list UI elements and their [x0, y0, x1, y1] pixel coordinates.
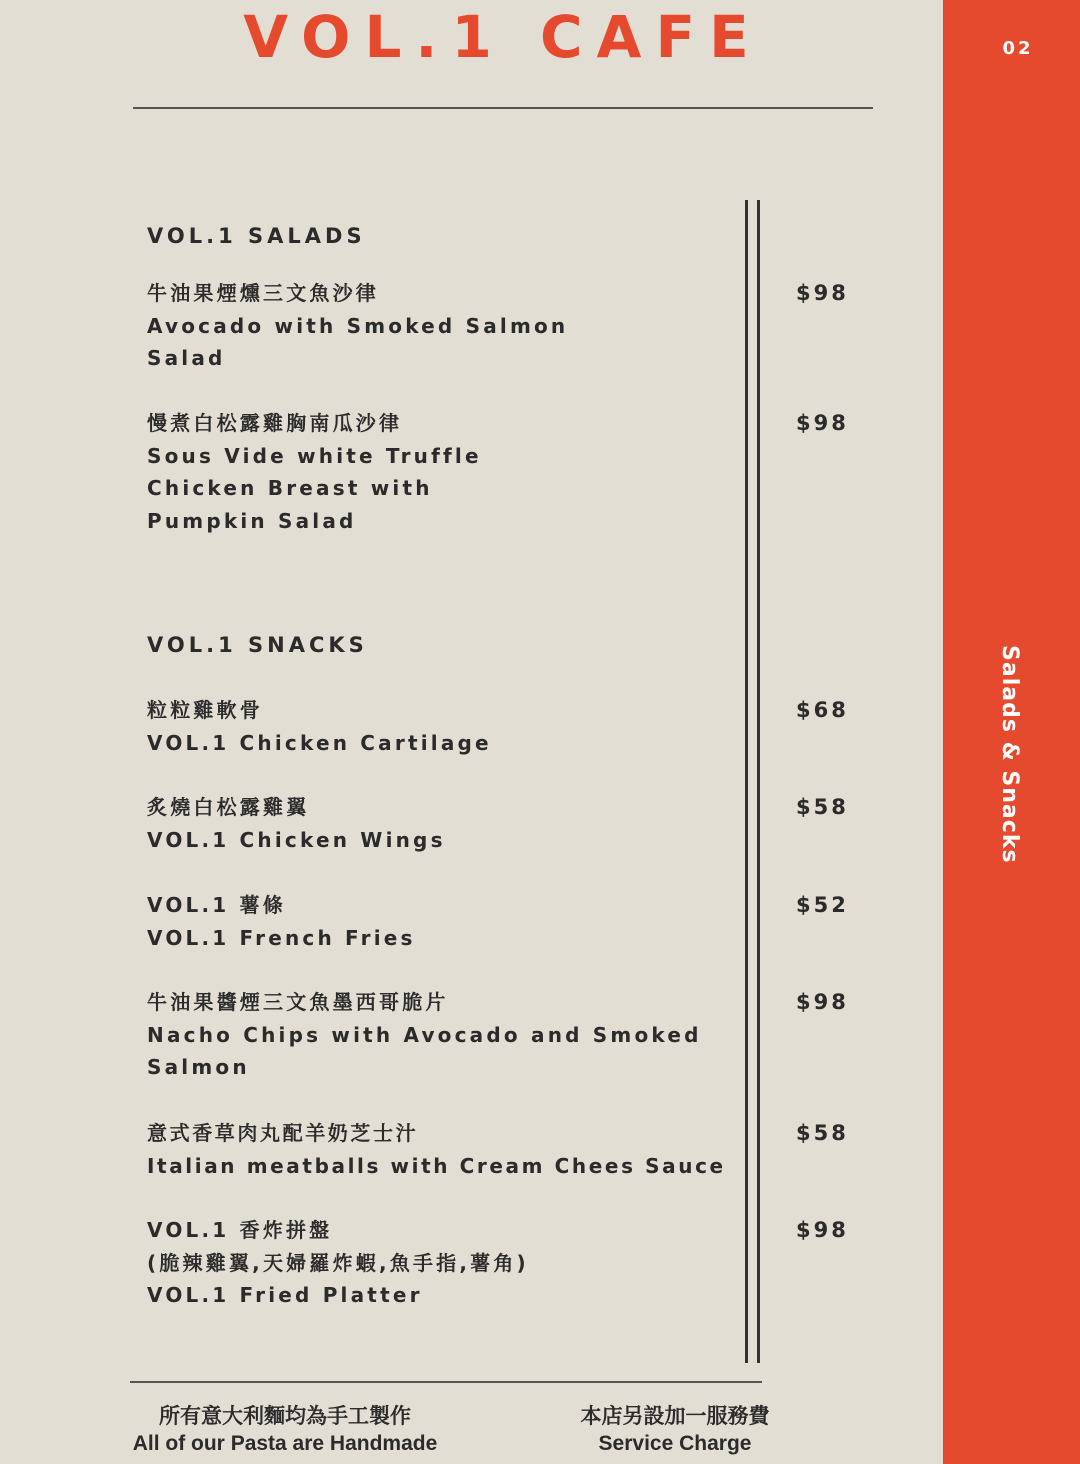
item-name-en: Salmon: [147, 1055, 250, 1079]
item-name-zh: VOL.1 薯條: [147, 893, 286, 917]
item-price: $98: [796, 281, 849, 305]
item-name-en: VOL.1 French Fries: [147, 925, 416, 950]
item-name-zh: 意式香草肉丸配羊奶芝士汁: [147, 1121, 419, 1145]
item-price: $58: [796, 795, 849, 819]
footnote-zh: 所有意大利麵均為手工製作: [159, 1405, 411, 1428]
item-name-zh: VOL.1 香炸拼盤: [147, 1218, 333, 1242]
item-name-en: Salad: [147, 346, 226, 370]
item-name-en: Avocado with Smoked Salmon: [147, 313, 569, 338]
price-divider-right: [757, 200, 760, 1363]
item-name-en: Chicken Breast with: [147, 476, 433, 500]
footnote-service-charge: [545, 1403, 805, 1457]
item-price: $52: [796, 893, 849, 917]
menu-item-chicken-cartilage: [147, 694, 747, 759]
category-sidebar: [943, 0, 1080, 1464]
category-label: Salads & Snacks: [997, 645, 1022, 864]
page-number: 02: [1002, 38, 1034, 59]
item-description-zh: (脆辣雞翼,天婦羅炸蝦,魚手指,薯角): [147, 1250, 529, 1275]
cafe-title: VOL.1 CAFE: [243, 3, 763, 71]
item-name-zh: 牛油果煙燻三文魚沙律: [147, 281, 379, 305]
title-divider: [133, 107, 873, 109]
item-name-zh: 牛油果醬煙三文魚墨西哥脆片: [147, 990, 449, 1014]
footnote-zh: 本店另設加一服務費: [580, 1405, 770, 1428]
item-name-en: Italian meatballs with Cream Chees Sauce: [147, 1153, 726, 1178]
item-name-en: Sous Vide white Truffle: [147, 443, 482, 468]
item-name-en: Pumpkin Salad: [147, 508, 357, 533]
menu-item-truffle-chicken-salad: [147, 407, 747, 537]
section-heading-salads: VOL.1 SALADS: [147, 224, 366, 248]
item-name-zh: 慢煮白松露雞胸南瓜沙律: [147, 411, 403, 435]
item-name-en: VOL.1 Chicken Wings: [147, 827, 446, 852]
footnote-en: All of our Pasta are Handmade: [132, 1432, 438, 1455]
footnote-handmade-pasta: [125, 1403, 445, 1457]
item-price: $58: [796, 1121, 849, 1145]
menu-item-nacho-chips: [147, 986, 747, 1084]
menu-item-french-fries: [147, 889, 747, 954]
item-name-en: VOL.1 Chicken Cartilage: [147, 730, 492, 755]
item-name-zh: 炙燒白松露雞翼: [147, 795, 310, 819]
item-name-en: Nacho Chips with Avocado and Smoked: [147, 1022, 702, 1047]
item-price: $98: [796, 411, 849, 435]
section-heading-snacks: VOL.1 SNACKS: [147, 633, 368, 657]
item-price: $98: [796, 1218, 849, 1242]
menu-item-fried-platter: [147, 1214, 747, 1312]
menu-item-avocado-salmon-salad: [147, 277, 747, 375]
menu-item-italian-meatballs: [147, 1117, 747, 1182]
footnote-en: Service Charge: [598, 1432, 752, 1455]
item-price: $98: [796, 990, 849, 1014]
item-name-en: VOL.1 Fried Platter: [147, 1283, 423, 1307]
footer-divider: [130, 1381, 762, 1383]
menu-item-chicken-wings: [147, 791, 747, 856]
item-price: $68: [796, 698, 849, 722]
item-name-zh: 粒粒雞軟骨: [147, 698, 263, 722]
